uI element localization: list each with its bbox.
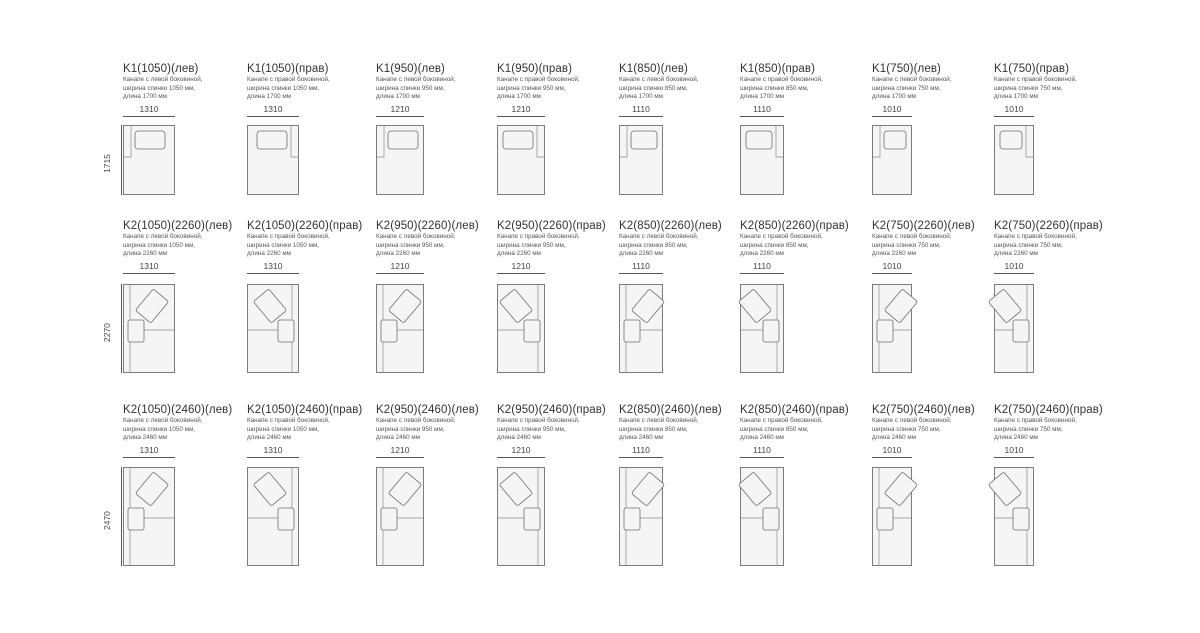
sofa-plan-drawing — [376, 284, 424, 373]
depth-label: 1715 — [102, 154, 112, 173]
module-description: Канапе с левой боковиной, ширина спинки 850 мм, длина 2460 мм — [619, 417, 699, 442]
sofa-plan-drawing — [872, 125, 912, 195]
width-label: 1310 — [139, 445, 159, 455]
width-dimension-line — [994, 457, 1034, 458]
headrest-cushion — [257, 131, 287, 149]
module-description: Канапе с правой боковиной, ширина спинки 850 мм, длина 2460 мм — [740, 417, 823, 442]
module-title: K2(1050)(2260)(лев) — [123, 220, 233, 232]
headrest-cushion — [1000, 131, 1022, 149]
width-dimension-line — [740, 273, 784, 274]
width-dimension-line — [872, 273, 912, 274]
width-label: 1010 — [1004, 261, 1024, 271]
width-dimension-line — [123, 273, 175, 274]
width-dimension-line — [497, 273, 545, 274]
width-dimension-line — [247, 273, 299, 274]
module-description: Канапе с левой боковиной, ширина спинки 1050 мм, длина 2260 мм — [123, 233, 203, 258]
module-title: K2(950)(2260)(лев) — [376, 220, 479, 232]
module-description: Канапе с правой боковиной, ширина спинки 750 мм, длина 2260 мм — [994, 233, 1077, 258]
module-description: Канапе с левой боковиной, ширина спинки 750 мм, длина 1700 мм — [872, 76, 952, 101]
sofa-plan-drawing — [872, 467, 912, 566]
sofa-plan-drawing — [497, 125, 545, 195]
width-label: 1210 — [511, 261, 531, 271]
module-description: Канапе с правой боковиной, ширина спинки 750 мм, длина 1700 мм — [994, 76, 1077, 101]
width-label: 1110 — [753, 261, 771, 271]
width-label: 1110 — [632, 104, 650, 114]
module-description: Канапе с правой боковиной, ширина спинки 850 мм, длина 2260 мм — [740, 233, 823, 258]
module-title: K1(1050)(прав) — [247, 63, 329, 75]
sofa-plan-drawing — [740, 284, 784, 373]
width-dimension-line — [123, 457, 175, 458]
module-title: K1(1050)(лев) — [123, 63, 199, 75]
width-label: 1010 — [882, 104, 902, 114]
module-description: Канапе с левой боковиной, ширина спинки 1050 мм, длина 2460 мм — [123, 417, 203, 442]
headrest-cushion — [631, 131, 657, 149]
sofa-plan-drawing — [994, 284, 1034, 373]
module-description: Канапе с левой боковиной, ширина спинки 850 мм, длина 2260 мм — [619, 233, 699, 258]
side-cushion — [278, 508, 294, 530]
width-label: 1210 — [511, 104, 531, 114]
width-label: 1010 — [882, 445, 902, 455]
sofa-plan-drawing — [123, 125, 175, 195]
side-cushion — [763, 508, 779, 530]
sofa-plan-drawing — [740, 125, 784, 195]
width-dimension-line — [619, 273, 663, 274]
module-title: K2(750)(2460)(лев) — [872, 404, 975, 416]
module-title: K2(950)(2460)(прав) — [497, 404, 606, 416]
module-title: K2(1050)(2460)(прав) — [247, 404, 363, 416]
side-cushion — [278, 320, 294, 342]
sofa-plan-drawing — [994, 467, 1034, 566]
module-title: K1(750)(лев) — [872, 63, 941, 75]
side-cushion — [877, 320, 893, 342]
sofa-plan-drawing — [123, 467, 175, 566]
headrest-cushion — [884, 131, 906, 149]
module-title: K2(750)(2260)(лев) — [872, 220, 975, 232]
depth-dimension-line — [121, 125, 122, 195]
module-description: Канапе с правой боковиной, ширина спинки 950 мм, длина 2260 мм — [497, 233, 580, 258]
width-label: 1310 — [263, 104, 283, 114]
width-dimension-line — [247, 116, 299, 117]
sofa-plan-drawing — [619, 467, 663, 566]
module-title: K2(1050)(2460)(лев) — [123, 404, 233, 416]
module-description: Канапе с правой боковиной, ширина спинки 1050 мм, длина 2460 мм — [247, 417, 330, 442]
width-dimension-line — [740, 457, 784, 458]
width-dimension-line — [619, 116, 663, 117]
module-title: K2(850)(2460)(прав) — [740, 404, 849, 416]
module-title: K1(750)(прав) — [994, 63, 1069, 75]
sofa-plan-drawing — [497, 284, 545, 373]
width-label: 1110 — [753, 104, 771, 114]
module-title: K2(750)(2460)(прав) — [994, 404, 1103, 416]
module-title: K1(850)(прав) — [740, 63, 815, 75]
width-label: 1010 — [1004, 104, 1024, 114]
headrest-cushion — [135, 131, 165, 149]
width-label: 1110 — [632, 261, 650, 271]
side-cushion — [1013, 508, 1029, 530]
module-description: Канапе с левой боковиной, ширина спинки 950 мм, длина 2260 мм — [376, 233, 456, 258]
headrest-cushion — [746, 131, 772, 149]
depth-label: 2270 — [102, 322, 112, 342]
width-dimension-line — [376, 116, 424, 117]
module-description: Канапе с правой боковиной, ширина спинки 750 мм, длина 2460 мм — [994, 417, 1077, 442]
width-dimension-line — [247, 457, 299, 458]
width-dimension-line — [740, 116, 784, 117]
width-label: 1110 — [753, 445, 771, 455]
width-label: 1010 — [1004, 445, 1024, 455]
side-cushion — [381, 508, 397, 530]
headrest-cushion — [388, 131, 418, 149]
module-title: K2(950)(2260)(прав) — [497, 220, 606, 232]
width-label: 1210 — [390, 261, 410, 271]
side-cushion — [877, 508, 893, 530]
module-description: Канапе с левой боковиной, ширина спинки 750 мм, длина 2260 мм — [872, 233, 952, 258]
module-title: K1(850)(лев) — [619, 63, 688, 75]
module-title: K2(1050)(2260)(прав) — [247, 220, 363, 232]
side-cushion — [524, 320, 540, 342]
width-dimension-line — [619, 457, 663, 458]
sofa-plan-drawing — [247, 125, 299, 195]
width-dimension-line — [994, 273, 1034, 274]
sofa-plan-drawing — [247, 284, 299, 373]
module-title: K2(850)(2260)(прав) — [740, 220, 849, 232]
sofa-plan-drawing — [247, 467, 299, 566]
module-description: Канапе с левой боковиной, ширина спинки 850 мм, длина 1700 мм — [619, 76, 699, 101]
module-title: K2(850)(2460)(лев) — [619, 404, 722, 416]
width-label: 1310 — [263, 445, 283, 455]
side-cushion — [128, 508, 144, 530]
depth-dimension-line — [121, 284, 122, 373]
width-label: 1210 — [390, 104, 410, 114]
side-cushion — [128, 320, 144, 342]
sofa-plan-drawing — [497, 467, 545, 566]
sofa-plan-drawing — [994, 125, 1034, 195]
sofa-plan-drawing — [376, 125, 424, 195]
width-label: 1310 — [139, 104, 159, 114]
width-dimension-line — [497, 457, 545, 458]
module-title: K2(950)(2460)(лев) — [376, 404, 479, 416]
depth-dimension-line — [121, 467, 122, 566]
module-description: Канапе с правой боковиной, ширина спинки 950 мм, длина 1700 мм — [497, 76, 580, 101]
sofa-plan-drawing — [872, 284, 912, 373]
module-description: Канапе с левой боковиной, ширина спинки 950 мм, длина 2460 мм — [376, 417, 456, 442]
width-label: 1210 — [511, 445, 531, 455]
side-cushion — [1013, 320, 1029, 342]
side-cushion — [624, 320, 640, 342]
headrest-cushion — [503, 131, 533, 149]
width-label: 1310 — [263, 261, 283, 271]
width-label: 1010 — [882, 261, 902, 271]
side-cushion — [763, 320, 779, 342]
sofa-plan-drawing — [376, 467, 424, 566]
module-description: Канапе с правой боковиной, ширина спинки 1050 мм, длина 1700 мм — [247, 76, 330, 101]
module-title: K1(950)(прав) — [497, 63, 572, 75]
sofa-plan-drawing — [619, 125, 663, 195]
module-description: Канапе с правой боковиной, ширина спинки 1050 мм, длина 2260 мм — [247, 233, 330, 258]
module-title: K2(850)(2260)(лев) — [619, 220, 722, 232]
side-cushion — [381, 320, 397, 342]
module-description: Канапе с правой боковиной, ширина спинки 950 мм, длина 2460 мм — [497, 417, 580, 442]
side-cushion — [524, 508, 540, 530]
width-label: 1310 — [139, 261, 159, 271]
width-dimension-line — [872, 457, 912, 458]
module-description: Канапе с левой боковиной, ширина спинки 950 мм, длина 1700 мм — [376, 76, 456, 101]
sofa-plan-drawing — [619, 284, 663, 373]
module-description: Канапе с левой боковиной, ширина спинки 750 мм, длина 2460 мм — [872, 417, 952, 442]
side-cushion — [624, 508, 640, 530]
width-dimension-line — [376, 457, 424, 458]
width-label: 1210 — [390, 445, 410, 455]
module-description: Канапе с левой боковиной, ширина спинки 1050 мм, длина 1700 мм — [123, 76, 203, 101]
width-label: 1110 — [632, 445, 650, 455]
module-description: Канапе с правой боковиной, ширина спинки 850 мм, длина 1700 мм — [740, 76, 823, 101]
depth-label: 2470 — [102, 510, 112, 530]
width-dimension-line — [872, 116, 912, 117]
module-title: K2(750)(2260)(прав) — [994, 220, 1103, 232]
width-dimension-line — [497, 116, 545, 117]
width-dimension-line — [123, 116, 175, 117]
width-dimension-line — [994, 116, 1034, 117]
module-title: K1(950)(лев) — [376, 63, 445, 75]
sofa-plan-drawing — [123, 284, 175, 373]
sofa-plan-drawing — [740, 467, 784, 566]
width-dimension-line — [376, 273, 424, 274]
